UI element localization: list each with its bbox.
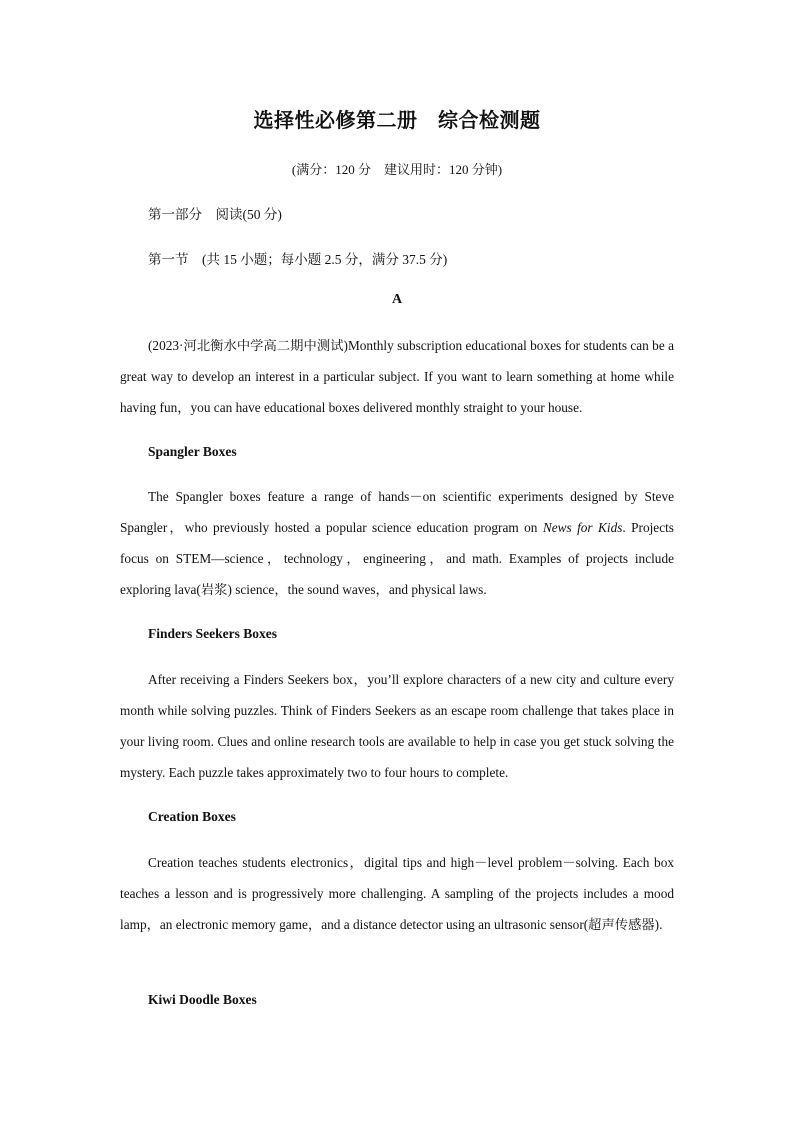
box-heading-spangler: Spangler Boxes: [148, 444, 237, 459]
program-name: News for Kids: [542, 520, 623, 535]
passage-label: A: [391, 292, 403, 307]
passage-intro: (2023·河北衡水中学高二期中测试)Monthly subscription educational boxes for students can be a great way to develop an interest in a particular subject. If you want to learn something at home while having fun，you can have educational boxes delivered monthly straight to your house.: [120, 338, 674, 415]
box-heading-kiwi-doodle: Kiwi Doodle Boxes: [148, 992, 257, 1007]
part-heading: 第一部分 阅读(50 分): [148, 207, 282, 222]
page-title: 选择性必修第二册 综合检测题: [253, 108, 541, 132]
box-text-spangler: [120, 481, 674, 605]
spangler-text-start: The Spangler boxes feature a range of hands－on scientific experiments designed by Steve Spangler，who previously hosted a popular science education program on: [120, 489, 674, 535]
box-heading-finders-seekers: Finders Seekers Boxes: [148, 626, 277, 641]
box-heading-creation: Creation Boxes: [148, 809, 236, 824]
subsection-heading: 第一节 (共 15 小题；每小题 2.5 分，满分 37.5 分): [148, 252, 448, 267]
box-text-creation: Creation teaches students electronics，digital tips and high－level problem－solving. Each box teaches a lesson and is progressively more challenging. A sampling of the projects includes a mood lamp，an electronic memory game，and a distance detector using an ultrasonic sensor(超声传感器).: [120, 855, 674, 932]
box-text-finders-seekers: After receiving a Finders Seekers box，you’ll explore characters of a new city and culture every month while solving puzzles. Think of Finders Seekers as an escape room challenge that takes place in your living room. Clues and online research tools are available to help in case you get stuck solving the mystery. Each puzzle takes approximately two to four hours to complete.: [120, 672, 674, 780]
spangler-text-end: . Projects focus on STEM—science，technology，engineering，and math. Examples of projects include exploring lava(岩浆) science，the sound waves，and physical laws.: [120, 520, 674, 597]
exam-info: (满分：120 分 建议用时：120 分钟): [291, 162, 503, 177]
